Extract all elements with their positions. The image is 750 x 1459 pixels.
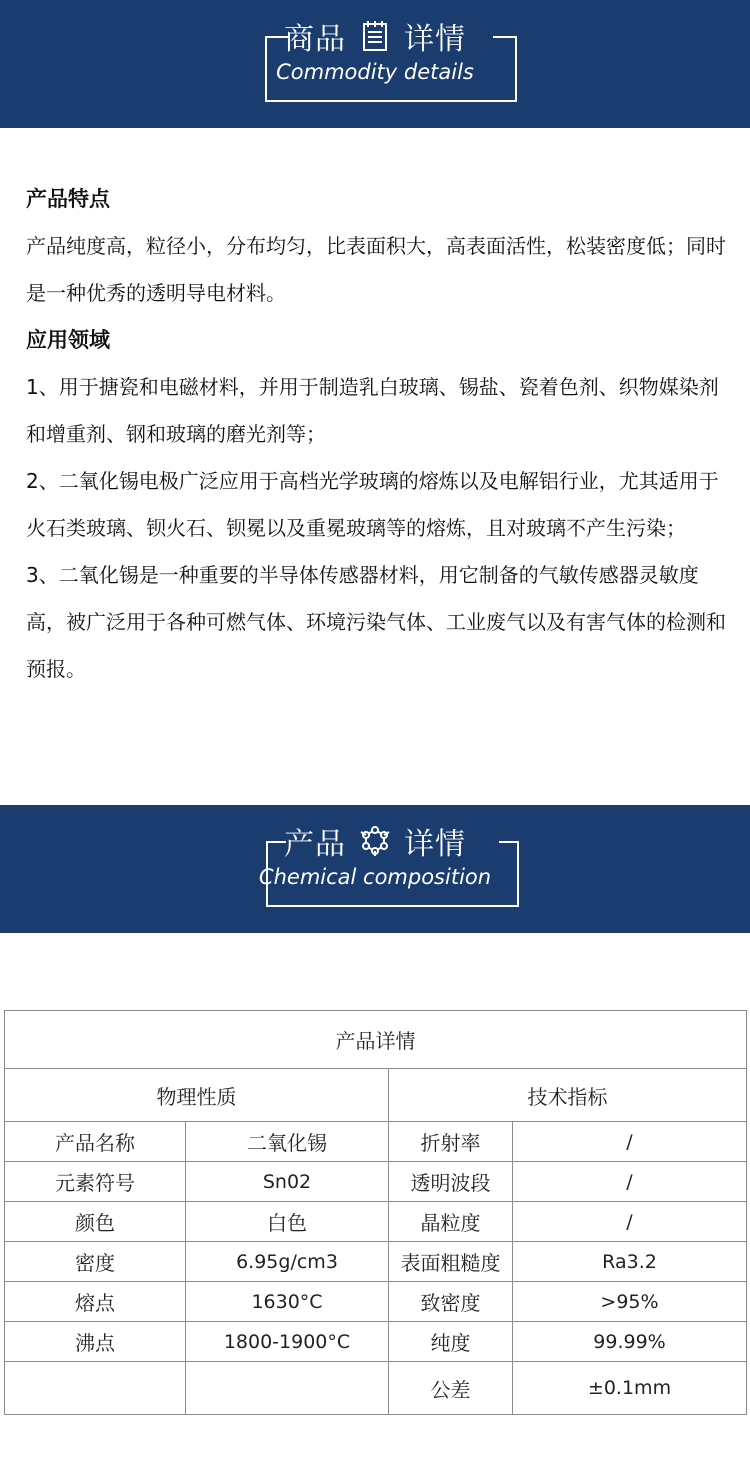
table-title: 产品详情 <box>5 1011 747 1069</box>
description-section <box>26 176 731 693</box>
spec-label: 公差 <box>389 1362 513 1415</box>
banner-title <box>0 14 750 58</box>
table-header-row <box>5 1069 747 1122</box>
property-label: 沸点 <box>5 1322 186 1362</box>
property-value: 1630°C <box>186 1282 389 1322</box>
table-row <box>5 1362 747 1415</box>
property-value: 6.95g/cm3 <box>186 1242 389 1282</box>
molecule-icon <box>358 824 392 858</box>
table-row <box>5 1242 747 1282</box>
property-label: 密度 <box>5 1242 186 1282</box>
document-icon <box>358 19 392 53</box>
banner-title-right: 详情 <box>404 827 466 862</box>
table-row <box>5 1202 747 1242</box>
spec-label: 晶粒度 <box>389 1202 513 1242</box>
banner-title-right: 详情 <box>404 22 466 57</box>
application-item: 2、二氧化锡电极广泛应用于高档光学玻璃的熔炼以及电解铝行业，尤其适用于火石类玻璃、钡火石、钡冕以及重冕玻璃等的熔炼，且对玻璃不产生污染； <box>26 469 719 540</box>
spec-value: / <box>513 1162 747 1202</box>
property-value: 白色 <box>186 1202 389 1242</box>
property-value <box>186 1362 389 1415</box>
property-value: 1800-1900°C <box>186 1322 389 1362</box>
table-row <box>5 1322 747 1362</box>
property-label <box>5 1362 186 1415</box>
spec-label: 致密度 <box>389 1282 513 1322</box>
table-row <box>5 1122 747 1162</box>
application-item: 1、用于搪瓷和电磁材料，并用于制造乳白玻璃、锡盐、瓷着色剂、织物媒染剂和增重剂、钢和玻璃的磨光剂等； <box>26 375 719 446</box>
property-label: 颜色 <box>5 1202 186 1242</box>
property-value: Sn02 <box>186 1162 389 1202</box>
right-header: 技术指标 <box>389 1069 747 1122</box>
banner-title <box>0 819 750 863</box>
spec-value: 99.99% <box>513 1322 747 1362</box>
property-label: 产品名称 <box>5 1122 186 1162</box>
banner-title-left: 商品 <box>284 22 346 57</box>
applications-heading: 应用领域 <box>26 328 110 352</box>
spec-value: / <box>513 1122 747 1162</box>
property-label: 元素符号 <box>5 1162 186 1202</box>
spec-value: >95% <box>513 1282 747 1322</box>
spec-label: 纯度 <box>389 1322 513 1362</box>
chemical-composition-banner <box>0 805 750 933</box>
table-row <box>5 1282 747 1322</box>
banner-title-left: 产品 <box>284 827 346 862</box>
left-header: 物理性质 <box>5 1069 389 1122</box>
spec-label: 表面粗糙度 <box>389 1242 513 1282</box>
property-value: 二氧化锡 <box>186 1122 389 1162</box>
spec-table <box>4 1010 747 1415</box>
spec-label: 折射率 <box>389 1122 513 1162</box>
features-heading: 产品特点 <box>26 187 110 211</box>
banner-subtitle: Commodity details <box>276 60 474 84</box>
banner-subtitle: Chemical composition <box>258 865 492 889</box>
spec-value: / <box>513 1202 747 1242</box>
application-item: 3、二氧化锡是一种重要的半导体传感器材料，用它制备的气敏传感器灵敏度高，被广泛用于各种可燃气体、环境污染气体、工业废气以及有害气体的检测和预报。 <box>26 563 726 681</box>
spec-label: 透明波段 <box>389 1162 513 1202</box>
spec-value: ±0.1mm <box>513 1362 747 1415</box>
commodity-details-banner <box>0 0 750 128</box>
property-label: 熔点 <box>5 1282 186 1322</box>
table-title-row <box>5 1011 747 1069</box>
features-text: 产品纯度高，粒径小，分布均匀，比表面积大，高表面活性，松装密度低；同时是一种优秀的透明导电材料。 <box>26 234 726 305</box>
table-row <box>5 1162 747 1202</box>
spec-value: Ra3.2 <box>513 1242 747 1282</box>
